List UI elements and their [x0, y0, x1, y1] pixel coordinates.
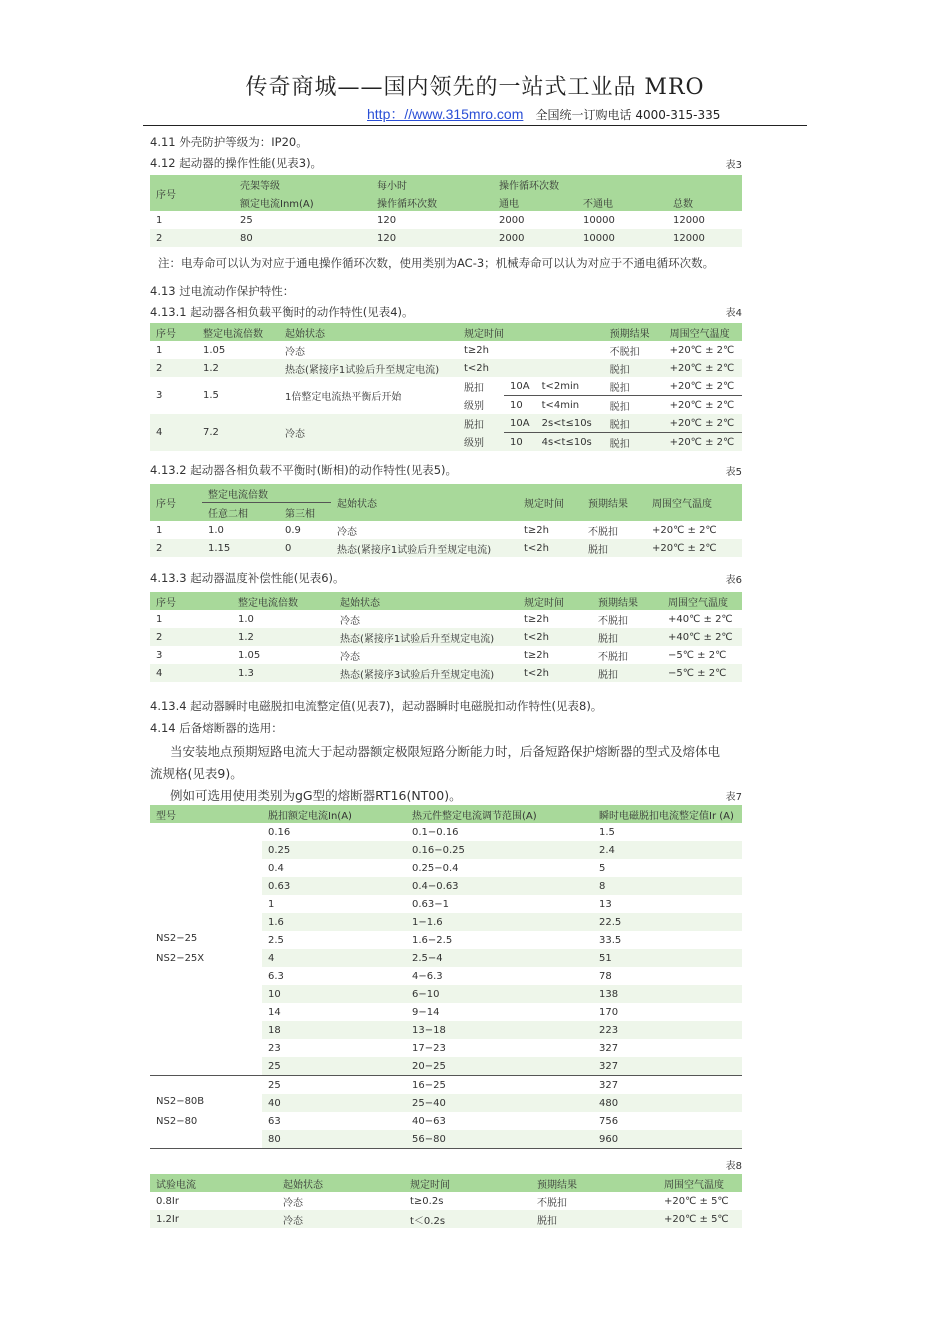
cell: 2 — [150, 229, 234, 247]
cell: t＜0.2s — [404, 1210, 531, 1228]
cell: 4 — [150, 414, 197, 451]
cell: 7.2 — [197, 414, 279, 451]
t3-h-on: 通电 — [493, 193, 577, 211]
cell: 脱扣 — [464, 382, 484, 394]
t7-h-rated: 脱扣额定电流In(A) — [262, 805, 406, 823]
t6-h-result: 预期结果 — [592, 592, 662, 610]
t3-h-seq: 序号 — [150, 175, 234, 211]
cell: 2 — [150, 628, 232, 646]
cell: 冷态 — [279, 414, 458, 451]
model-name: NS2−25 — [156, 933, 198, 944]
cell: t<2h — [518, 664, 592, 682]
cell: 3 — [156, 390, 163, 401]
cell: +20℃ ± 5℃ — [664, 1195, 729, 1207]
cell: 1倍整定电流热平衡后开始 — [285, 392, 402, 403]
cell: 脱扣 — [604, 359, 664, 377]
t3-h-rated: 额定电流Inm(A) — [234, 193, 371, 211]
t4-h-result: 预期结果 — [604, 323, 664, 341]
cell: +20℃ ± 2℃ — [664, 414, 742, 433]
cell: 冷态 — [337, 526, 357, 538]
t3-h-group: 操作循环次数 — [493, 175, 742, 193]
t4-h-seq: 序号 — [150, 323, 197, 341]
cell: 13 — [599, 898, 612, 910]
section-4-13-2: 4.13.2 起动器各相负载不平衡时(断相)的动作特性(见表5)。 — [150, 463, 457, 477]
cell: 20−25 — [406, 1057, 593, 1076]
cell: t<2h — [458, 359, 604, 377]
section-4-13: 4.13 过电流动作保护特性： — [150, 284, 295, 298]
cell: 1.15 — [202, 539, 279, 557]
table-row — [150, 414, 742, 433]
site-link[interactable]: http：//www.315mro.com — [367, 106, 524, 122]
cell: 1.5 — [203, 390, 219, 401]
cell: +20℃ ± 2℃ — [664, 396, 742, 415]
cell: t≥2h — [524, 613, 549, 625]
section-4-14: 4.14 后备熔断器的选用： — [150, 721, 283, 735]
cell: t<2h — [518, 539, 582, 557]
cell: 480 — [593, 1094, 742, 1112]
cell: 8 — [593, 877, 742, 895]
cell: 25 — [240, 214, 253, 226]
cell: 1.2Ir — [150, 1210, 277, 1228]
table-row — [150, 229, 742, 247]
table-row — [150, 610, 742, 628]
cell: 2s<t≤10s — [536, 414, 604, 433]
t4-h-state: 起始状态 — [279, 323, 458, 341]
section-4-11: 4.11 外壳防护等级为：IP20。 — [150, 135, 308, 149]
paragraph-fuse-1: 当安装地点预期短路电流大于起动器额定极限短路分断能力时，后备短路保护熔断器的型式及熔体电 — [170, 744, 721, 759]
t6-h-temp: 周围空气温度 — [662, 592, 742, 610]
cell: 51 — [593, 949, 742, 967]
cell: 1−1.6 — [406, 913, 593, 931]
table-row — [150, 628, 742, 646]
t8-h-state: 起始状态 — [277, 1174, 404, 1192]
cell: 56−80 — [406, 1130, 593, 1149]
cell: 4−6.3 — [412, 970, 443, 982]
cell: 960 — [593, 1130, 742, 1149]
cell: 25 — [262, 1057, 406, 1076]
cell: 脱扣 — [592, 664, 662, 682]
t5-h-mult: 整定电流倍数 — [202, 484, 331, 503]
cell: 0.9 — [285, 524, 301, 536]
cell: 2.4 — [593, 841, 742, 859]
cell: 0.16 — [268, 826, 291, 838]
cell: t≥2h — [464, 344, 489, 356]
cell: 2000 — [499, 214, 525, 226]
t3-h-frame: 壳架等级 — [234, 175, 371, 193]
t3-h-total: 总数 — [667, 193, 742, 211]
t5-h-seq: 序号 — [150, 484, 202, 521]
cell: t≥2h — [524, 524, 549, 536]
cell: 热态(紧接序3试验后升至规定电流) — [334, 664, 518, 682]
cell: +40℃ ± 2℃ — [662, 628, 742, 646]
cell: 0 — [279, 539, 331, 557]
cell: 1.5 — [599, 826, 615, 838]
cell: 9−14 — [412, 1006, 440, 1018]
page-title: 传奇商城——国内领先的一站式工业品 MRO — [245, 75, 705, 100]
cell: 10A — [510, 380, 530, 392]
t8-h-cur: 试验电流 — [150, 1174, 277, 1192]
cell: 1.05 — [238, 649, 261, 661]
t5-h-result: 预期结果 — [582, 484, 646, 521]
t6-h-time: 规定时间 — [518, 592, 592, 610]
header-divider — [143, 125, 807, 126]
table-4 — [150, 323, 742, 451]
cell: 120 — [371, 229, 493, 247]
cell: t≥0.2s — [410, 1195, 444, 1207]
cell: 1.2 — [197, 359, 279, 377]
table4-tag: 表4 — [725, 308, 742, 319]
cell: 80 — [262, 1130, 406, 1149]
table-row — [150, 539, 742, 557]
table8-tag: 表8 — [725, 1161, 742, 1172]
cell: 13−18 — [406, 1021, 593, 1039]
cell: 1 — [156, 344, 163, 356]
cell: 40−63 — [412, 1115, 446, 1127]
cell: 1.6 — [262, 913, 406, 931]
cell: 10 — [504, 396, 536, 415]
cell: 327 — [593, 1076, 742, 1095]
model-cell — [150, 823, 262, 1076]
cell: +20℃ ± 2℃ — [664, 433, 742, 452]
cell: 不脱扣 — [598, 615, 628, 627]
cell: 25 — [262, 1076, 406, 1095]
cell: 10000 — [577, 229, 667, 247]
cell: 18 — [262, 1021, 406, 1039]
cell: 63 — [268, 1115, 281, 1127]
cell: 不脱扣 — [609, 346, 640, 358]
cell: 5 — [599, 862, 606, 874]
cell: 12000 — [673, 214, 705, 226]
cell: 0.25−0.4 — [412, 862, 459, 874]
section-4-13-3: 4.13.3 起动器温度补偿性能(见表6)。 — [150, 571, 345, 585]
cell: −5℃ ± 2℃ — [668, 649, 727, 661]
table-row — [150, 664, 742, 682]
cell: 不脱扣 — [537, 1197, 567, 1209]
cell: 脱扣 — [604, 396, 664, 415]
t3-h-perhour: 每小时 — [371, 175, 493, 193]
cell: 14 — [268, 1006, 281, 1018]
t5-h-third: 第三相 — [279, 503, 331, 522]
cell: 0.25 — [262, 841, 406, 859]
table-row — [150, 1210, 742, 1228]
section-4-13-4: 4.13.4 起动器瞬时电磁脱扣电流整定值(见表7)，起动器瞬时电磁脱扣动作特性(见表8)。 — [150, 699, 603, 713]
cell: +20℃ ± 2℃ — [652, 524, 717, 536]
cell: 4 — [150, 664, 232, 682]
cell: 4s<t≤10s — [536, 433, 604, 452]
cell: 327 — [593, 1057, 742, 1076]
cell: 138 — [593, 985, 742, 1003]
cell: 120 — [377, 214, 397, 226]
cell: 脱扣 — [531, 1210, 658, 1228]
t5-h-temp: 周围空气温度 — [646, 484, 742, 521]
cell: 1.0 — [208, 524, 224, 536]
t7-h-model: 型号 — [150, 805, 262, 823]
cell: 1.2 — [232, 628, 334, 646]
table-row — [150, 521, 742, 539]
cell: 冷态 — [277, 1210, 404, 1228]
cell: 1.0 — [238, 613, 254, 625]
t5-h-any2: 任意二相 — [202, 503, 279, 522]
cell: +20℃ ± 2℃ — [646, 539, 742, 557]
cell: 1.3 — [232, 664, 334, 682]
cell: 80 — [234, 229, 371, 247]
cell: 冷态 — [340, 615, 360, 627]
cell: 1 — [156, 214, 163, 226]
table3-note: 注：电寿命可以认为对应于通电操作循环次数，使用类别为AC-3；机械寿命可以认为对应于不通电循环次数。 — [158, 256, 715, 270]
t7-h-inst: 瞬时电磁脱扣电流整定值Ir (A) — [593, 805, 742, 823]
cell: 级别 — [464, 401, 484, 413]
cell: 级别 — [458, 433, 504, 452]
cell: 0.4 — [268, 862, 284, 874]
cell: 不脱扣 — [598, 651, 628, 663]
t4-h-temp: 周围空气温度 — [664, 323, 742, 341]
cell: 1 — [156, 613, 163, 625]
t8-h-temp: 周围空气温度 — [658, 1174, 742, 1192]
t4-h-time: 规定时间 — [458, 323, 604, 341]
table7-tag: 表7 — [725, 792, 742, 803]
t6-h-seq: 序号 — [150, 592, 232, 610]
phone-text: 全国统一订购电话 4000-315-335 — [535, 108, 721, 122]
cell: −5℃ ± 2℃ — [662, 664, 742, 682]
cell: +20℃ ± 2℃ — [669, 344, 735, 356]
cell: 1.6−2.5 — [412, 934, 453, 946]
cell: 热态(紧接序1试验后升至规定电流) — [279, 359, 458, 377]
cell: 16−25 — [406, 1076, 593, 1095]
table-3 — [150, 175, 742, 247]
cell: 脱扣 — [609, 382, 630, 394]
cell: 0.16−0.25 — [406, 841, 593, 859]
cell: 25−40 — [406, 1094, 593, 1112]
table-row — [150, 646, 742, 664]
cell: 热态(紧接序1试验后升至规定电流) — [334, 628, 518, 646]
cell: 脱扣 — [582, 539, 646, 557]
cell: t<2h — [518, 628, 592, 646]
cell: 脱扣 — [604, 414, 664, 433]
model-cell — [150, 1076, 262, 1149]
table-row — [150, 211, 742, 229]
cell: 冷态 — [285, 346, 305, 358]
cell: 1 — [156, 524, 163, 536]
cell: +20℃ ± 5℃ — [658, 1210, 742, 1228]
table-row — [150, 823, 742, 841]
table-row — [150, 377, 742, 396]
table-row — [150, 359, 742, 377]
cell: 不脱扣 — [588, 526, 618, 538]
cell: 327 — [599, 1042, 619, 1054]
cell: 4 — [262, 949, 406, 967]
cell: 冷态 — [340, 651, 360, 663]
t5-h-time: 规定时间 — [518, 484, 582, 521]
cell: 冷态 — [283, 1197, 303, 1209]
table3-tag: 表3 — [725, 160, 742, 171]
table-5 — [150, 484, 742, 557]
table-8 — [150, 1174, 742, 1228]
section-4-12: 4.12 起动器的操作性能(见表3)。 — [150, 156, 323, 170]
cell: 33.5 — [599, 934, 622, 946]
cell: 1 — [268, 898, 275, 910]
cell: t≥2h — [524, 649, 549, 661]
cell: t<2min — [541, 380, 580, 392]
table-row — [150, 1076, 742, 1095]
cell: 170 — [599, 1006, 619, 1018]
cell: 0.4−0.63 — [406, 877, 593, 895]
table5-tag: 表5 — [725, 467, 742, 478]
model-name: NS2−80B — [156, 1096, 205, 1107]
cell: 40 — [262, 1094, 406, 1112]
t5-h-state: 起始状态 — [331, 484, 518, 521]
cell: 热态(紧接序1试验后升至规定电流) — [331, 539, 518, 557]
model-name: NS2−25X — [156, 953, 205, 964]
cell: 2 — [150, 539, 202, 557]
contact-line — [367, 104, 720, 124]
cell: t<4min — [536, 396, 604, 415]
cell: 2.5 — [268, 934, 284, 946]
cell: +20℃ ± 2℃ — [664, 359, 742, 377]
cell: +40℃ ± 2℃ — [668, 613, 733, 625]
cell: 10 — [504, 433, 536, 452]
cell: 0.63 — [262, 877, 406, 895]
cell: 2000 — [493, 229, 577, 247]
cell: 22.5 — [593, 913, 742, 931]
cell: 1.05 — [203, 344, 226, 356]
table-6 — [150, 592, 742, 682]
cell: 脱扣 — [592, 628, 662, 646]
cell: 12000 — [667, 229, 742, 247]
t6-h-mult: 整定电流倍数 — [232, 592, 334, 610]
cell: 0.63−1 — [412, 898, 450, 910]
cell: 10A — [504, 414, 536, 433]
cell: 脱扣 — [458, 414, 504, 433]
t7-h-range: 热元件整定电流调节范围(A) — [406, 805, 593, 823]
table-7 — [150, 805, 742, 1149]
cell: 6.3 — [268, 970, 284, 982]
cell: +20℃ ± 2℃ — [669, 380, 735, 392]
section-4-13-1: 4.13.1 起动器各相负载平衡时的动作特性(见表4)。 — [150, 305, 414, 319]
t3-h-off: 不通电 — [577, 193, 667, 211]
cell: 2.5−4 — [406, 949, 593, 967]
model-name: NS2−80 — [156, 1116, 198, 1127]
table-row — [150, 1192, 742, 1210]
t3-h-cycles: 操作循环次数 — [371, 193, 493, 211]
t8-h-result: 预期结果 — [531, 1174, 658, 1192]
t8-h-time: 规定时间 — [404, 1174, 531, 1192]
cell: 0.1−0.16 — [412, 826, 459, 838]
t4-h-mult: 整定电流倍数 — [197, 323, 279, 341]
cell: 0.8Ir — [156, 1195, 179, 1207]
cell: 223 — [593, 1021, 742, 1039]
cell: 78 — [599, 970, 612, 982]
cell: 17−23 — [412, 1042, 446, 1054]
table6-tag: 表6 — [725, 575, 742, 586]
cell: 23 — [268, 1042, 281, 1054]
t6-h-state: 起始状态 — [334, 592, 518, 610]
table-row — [150, 341, 742, 359]
cell: 脱扣 — [604, 433, 664, 452]
cell: 2 — [150, 359, 197, 377]
cell: 10 — [262, 985, 406, 1003]
cell: 756 — [599, 1115, 619, 1127]
paragraph-fuse-example: 例如可选用使用类别为gG型的熔断器RT16(NT00)。 — [170, 788, 462, 803]
cell: 10000 — [583, 214, 615, 226]
cell: 3 — [156, 649, 163, 661]
paragraph-fuse-2: 流规格(见表9)。 — [150, 766, 243, 781]
cell: 6−10 — [406, 985, 593, 1003]
